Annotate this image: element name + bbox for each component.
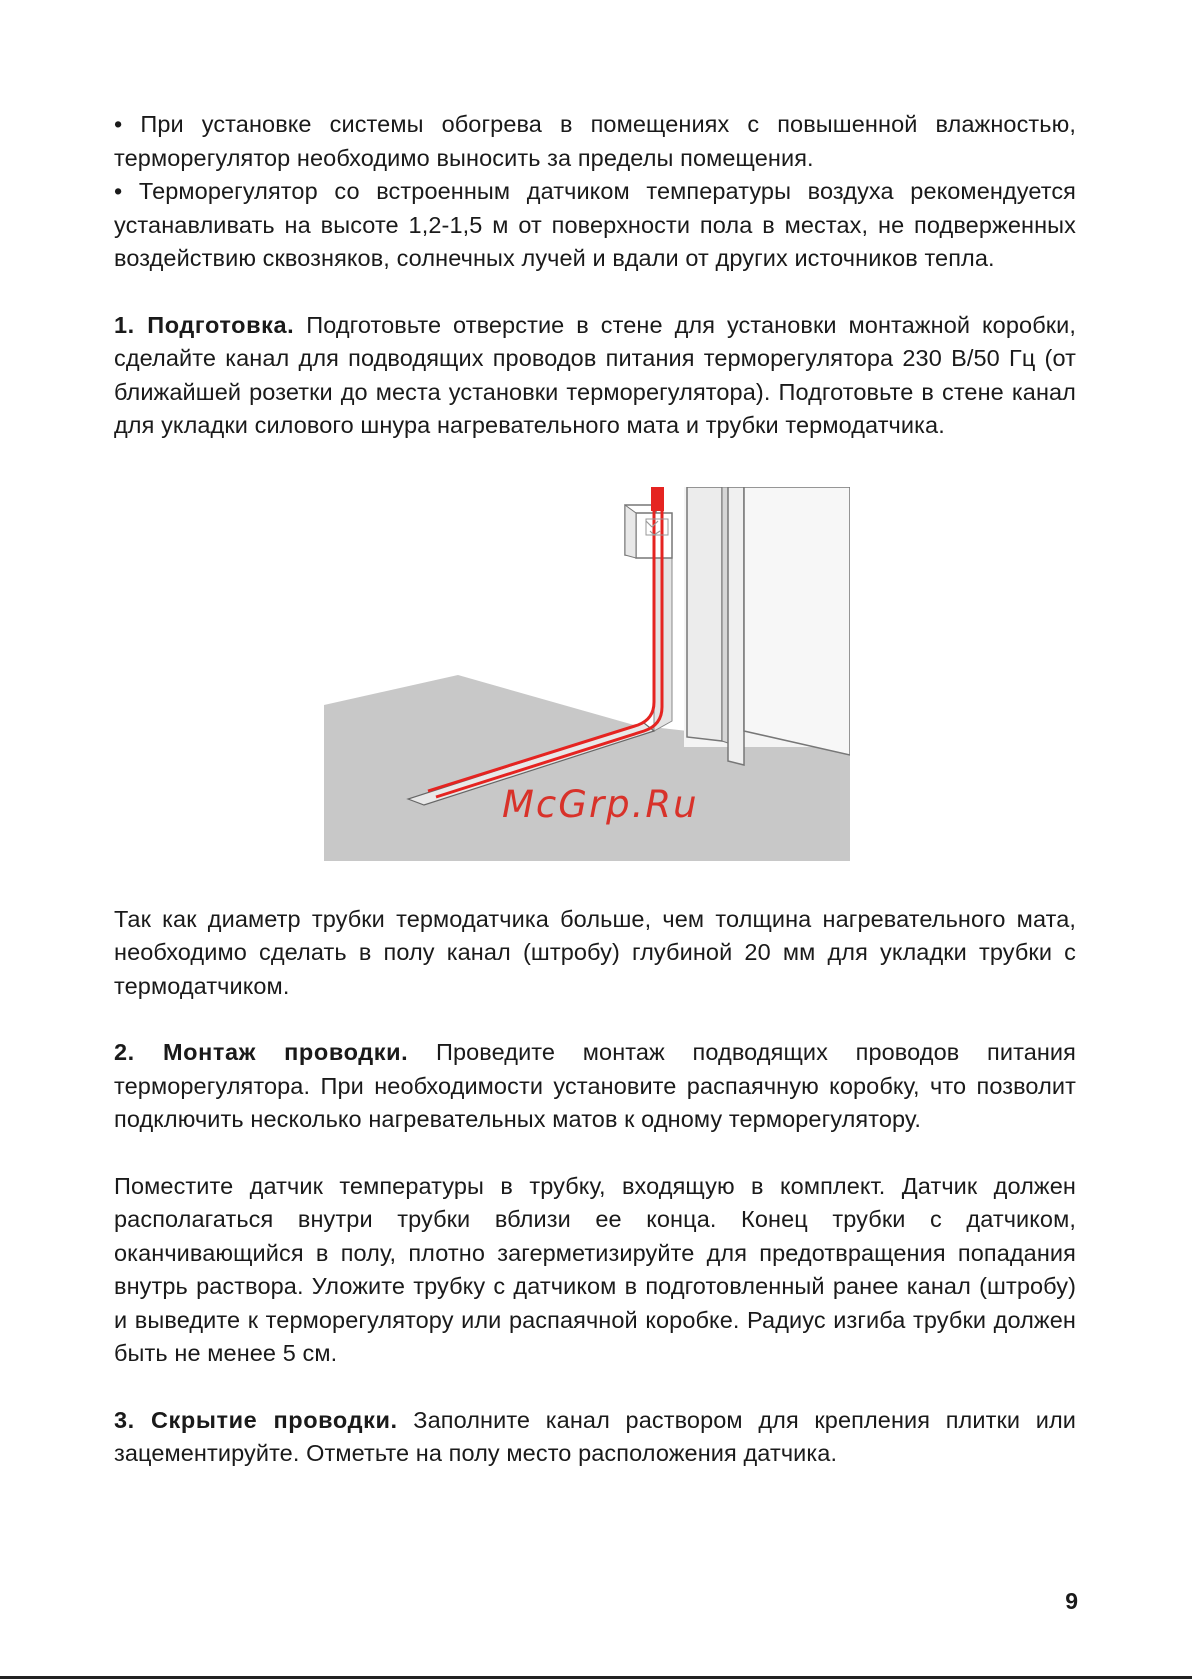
sensor-paragraph: Поместите датчик температуры в трубку, входящую в комплект. Датчик должен располагаться внутри трубки вблизи ее конца. Конец трубки с датчиком, оканчивающийся в полу, плотно загерметизируйте для предотвращения попадания внутрь раствора. Уложите трубку с датчиком в подготовленный ранее канал (штробу) и выведите к терморегулятору или распаячной коробке. Радиус изгиба трубки должен быть не менее 5 см. — [114, 1172, 1076, 1366]
bullet-height: • Терморегулятор со встроенным датчиком температуры воздуха рекомендуется устанавливать на высоте 1,2-1,5 м от поверхности пола в местах, не подверженных воздействию сквозняков, солнечных лучей и вдали от других источников тепла. — [114, 178, 1076, 271]
step-3-heading: 3. Скрытие проводки. — [114, 1406, 398, 1433]
groove-paragraph: Так как диаметр трубки термодатчика больше, чем толщина нагревательного мата, необходимо сделать в полу канал (штробу) глубиной 20 мм для укладки трубки с термодатчиком. — [114, 905, 1076, 999]
watermark-text: McGrp.Ru — [502, 782, 699, 826]
page-number: 9 — [1065, 1588, 1078, 1614]
step-3-paragraph — [114, 1404, 1076, 1471]
bullet-bathroom: • При установке системы обогрева в помещениях с повышенной влажностью, терморегулятор необходимо выносить за пределы помещения. — [114, 111, 1076, 171]
step-1-paragraph — [114, 309, 1076, 443]
door-frame — [687, 487, 722, 741]
step-3-text: Заполните канал раствором для крепления плитки или зацементируйте. Отметьте на полу место расположения датчика. — [114, 1406, 1076, 1466]
step-2-heading: 2. Монтаж проводки. — [114, 1039, 409, 1065]
installation-illustration — [324, 487, 850, 861]
document-page — [114, 108, 1076, 1471]
step-1-heading: 1. Подготовка. — [114, 311, 295, 338]
step-1-text: Подготовьте отверстие в стене для установки монтажной коробки, сделайте канал для подводящих проводов питания терморегулятора 230 В/50 Гц (от ближайшей розетки до места установки терморегулятора). Подготовьте в стене канал для укладки силового шнура нагревательного мата и трубки термодатчика. — [114, 311, 1076, 438]
step-2-paragraph — [114, 1036, 1076, 1137]
step-2-text: Проведите монтаж подводящих проводов питания терморегулятора. При необходимости установите распаячную коробку, что позволит подключить несколько нагревательных матов к одному терморегулятору. — [114, 1039, 1076, 1132]
